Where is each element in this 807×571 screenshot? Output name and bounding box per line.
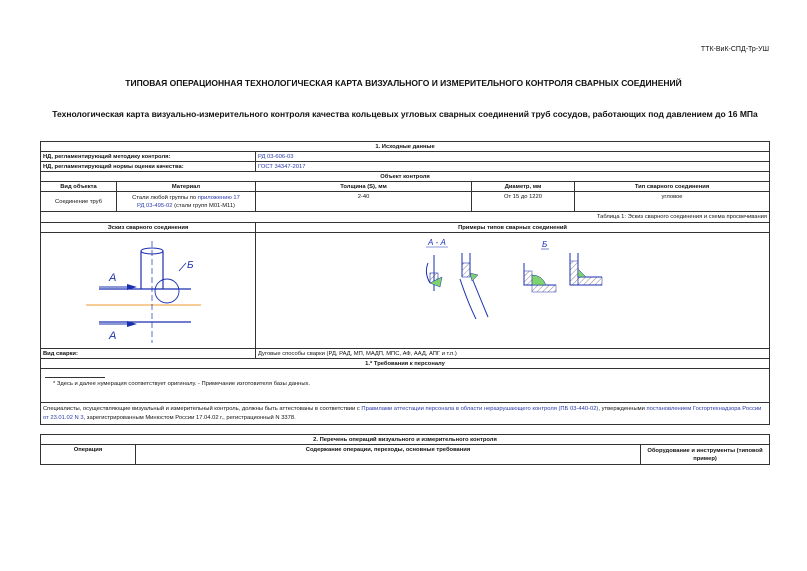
weld-type-value: Дуговые способы сварки (РД, РАД, МП, МАДП, МПС, АФ, ААД, АПГ и т.п.) <box>256 349 770 359</box>
norms-doc-link[interactable]: ГОСТ 34347-2017 <box>256 162 770 172</box>
example-label-b: Б <box>542 240 548 249</box>
detail-label-b: Б <box>187 260 194 271</box>
section-label-a-top: А <box>109 272 117 284</box>
document-code: ТТК-ВиК-СПД-Тр-УШ <box>700 46 769 53</box>
appendix-17-link[interactable]: приложению 17 <box>197 194 240 201</box>
table-caption: Таблица 1: Эскиз сварного соединения и схема просвечивания <box>41 212 770 223</box>
col-joint-type: Тип сварного соединения <box>575 182 770 192</box>
section2-header: 2. Перечень операций визуального и измерительного контроля <box>41 435 770 445</box>
personnel-requirements <box>41 403 770 425</box>
col-operation-content: Содержание операции, переходы, основные требования <box>136 445 641 465</box>
footnote-text: * Здесь и далее нумерация соответствует оригиналу. - Примечание изготовителя базы данных. <box>53 381 311 387</box>
cell-thickness: 2-40 <box>256 192 472 212</box>
gosgortekhnadzor-order-link[interactable]: постановлением Госгортехнадзора России от 23.01.02 N 3 <box>43 406 762 421</box>
cell-object-type: Соединение труб <box>41 192 117 212</box>
col-object-type: Вид объекта <box>41 182 117 192</box>
method-doc-link[interactable]: РД 03-606-03 <box>256 152 770 162</box>
personnel-text-prefix: Специалисты, осуществляющие визуальный и измерительный контроль, должны быть аттестованы в соответствии с <box>43 406 362 412</box>
cell-diameter: От 15 до 1220 <box>472 192 575 212</box>
weld-examples <box>256 233 770 348</box>
footnote-cell <box>41 369 770 403</box>
main-title: ТИПОВАЯ ОПЕРАЦИОННАЯ ТЕХНОЛОГИЧЕСКАЯ КАРТА ВИЗУАЛЬНОГО И ИЗМЕРИТЕЛЬНОГО КОНТРОЛЯ СВАРНЫХ СОЕДИНЕНИЙ <box>125 78 682 88</box>
col-diameter: Диаметр, мм <box>472 182 575 192</box>
personnel-text-mid: , утвержденными <box>598 406 647 412</box>
material-suffix: (стали групп М01-М11) <box>172 202 235 209</box>
cell-joint-type: угловое <box>575 192 770 212</box>
personnel-text-suffix: , зарегистрированным Минюстом России 17.04.02 г., регистрационный N 3378. <box>83 414 296 421</box>
example-label-aa: А - А <box>428 238 446 247</box>
object-header: Объект контроля <box>41 172 770 182</box>
footnote-divider <box>45 377 105 378</box>
material-prefix: Стали любой группы по <box>132 194 198 201</box>
sketch-header: Эскиз сварного соединения <box>41 223 256 233</box>
col-thickness: Толщина (S), мм <box>256 182 472 192</box>
weld-sketch-cell <box>41 233 256 349</box>
weld-type-label: Вид сварки: <box>41 349 256 359</box>
examples-header: Примеры типов сварных соединений <box>256 223 770 233</box>
weld-sketch <box>41 233 255 348</box>
section-label-a-bottom: А <box>109 330 117 342</box>
col-equipment: Оборудование и инструменты (типовой пример) <box>641 445 770 465</box>
operations-table <box>40 434 770 465</box>
section1-header: 1. Исходные данные <box>41 142 770 152</box>
section1-1-header: 1.* Требования к персоналу <box>41 359 770 369</box>
sub-title: Технологическая карта визуально-измерительного контроля качества кольцевых угловых сварных соединений труб сосудов, работающих под давлением до 16 МПа <box>52 109 758 119</box>
col-operation: Операция <box>41 445 136 465</box>
weld-examples-cell <box>256 233 770 349</box>
certification-rules-link[interactable]: Правилами аттестации персонала в области неразрушающего контроля (ПБ 03-440-02) <box>361 406 599 412</box>
rd-03-495-02-link[interactable]: РД 03-495-02 <box>137 202 173 209</box>
source-data-table <box>40 141 770 425</box>
col-material: Материал <box>117 182 256 192</box>
cell-material <box>117 192 256 212</box>
norms-doc-label: НД, регламентирующий нормы оценки качества: <box>41 162 256 172</box>
method-doc-label: НД, регламентирующий методику контроля: <box>41 152 256 162</box>
